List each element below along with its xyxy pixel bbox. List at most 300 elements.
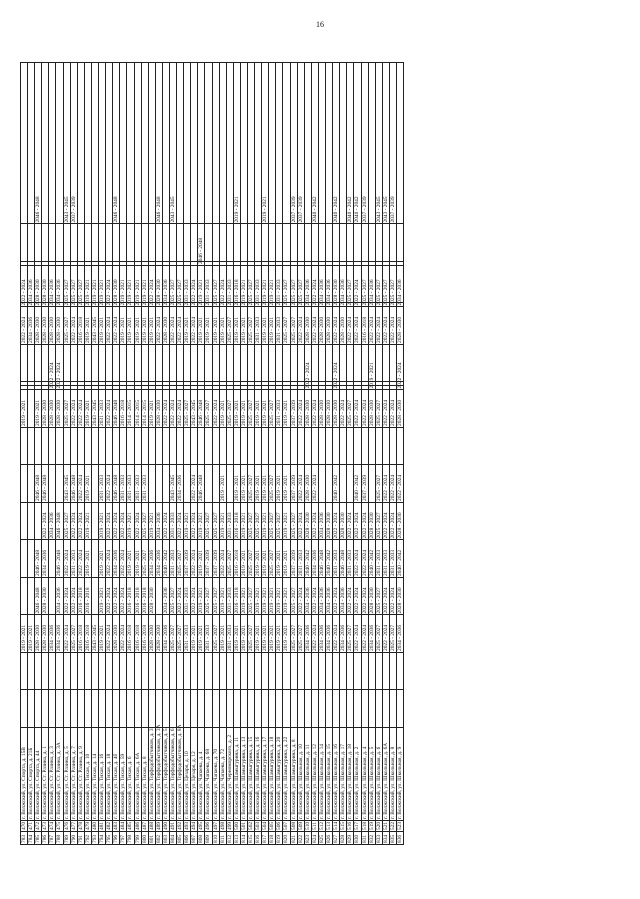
row-number: 786 (42, 832, 49, 845)
period-cell (42, 262, 49, 266)
period-cell (290, 224, 297, 262)
period-cell (21, 578, 28, 616)
period-cell: 2019 - 2021 (240, 503, 247, 541)
period-cell: 2046 - 2048 (340, 540, 347, 578)
period-cell (340, 382, 347, 386)
period-cell: 2025 - 2027 (375, 578, 382, 616)
period-cell (28, 386, 35, 390)
period-cell (35, 386, 42, 390)
period-cell: 2043 - 2045 (169, 63, 176, 225)
period-cell: 2019 - 2021 (120, 279, 127, 306)
period-cell (177, 653, 184, 691)
period-cell: 2034 - 2036 (177, 465, 184, 503)
table-row (77, 63, 84, 845)
row-number: 791 (77, 832, 84, 845)
period-cell (361, 224, 368, 262)
period-cell: 2019 - 2021 (240, 578, 247, 616)
period-cell: 2022 - 2024 (333, 362, 340, 389)
period-cell: 2022 - 2024 (311, 615, 318, 653)
period-cell: 2019 - 2021 (134, 307, 141, 345)
period-cell: 2034 - 2036 (318, 279, 325, 306)
period-cell (120, 653, 127, 691)
period-cell: 2028 - 2030 (396, 390, 403, 428)
table-row (326, 63, 333, 845)
period-cell: 2019 - 2021 (283, 615, 290, 653)
period-cell: 2016 - 2018 (77, 615, 84, 653)
building-number: 495 (198, 821, 205, 830)
table-row (63, 63, 70, 845)
period-cell: 2040 - 2042 (396, 540, 403, 578)
period-cell: 2037 - 2039 (361, 63, 368, 225)
period-cell: 2034 - 2036 (368, 279, 375, 306)
period-cell (262, 690, 269, 728)
period-cell: 2025 - 2027 (248, 279, 254, 306)
period-cell (162, 690, 169, 728)
period-cell (91, 386, 98, 390)
period-cell (21, 540, 28, 578)
period-cell (255, 63, 262, 225)
period-cell (162, 386, 169, 390)
table-row (177, 63, 184, 845)
period-cell (375, 345, 382, 383)
period-cell (389, 262, 396, 266)
period-cell (184, 63, 191, 225)
period-cell: 2034 - 2036 (155, 503, 162, 541)
period-cell (21, 465, 28, 503)
period-cell (198, 653, 205, 691)
building-number: 477 (70, 821, 77, 830)
period-cell (148, 386, 155, 390)
period-cell: 2025 - 2027 (269, 540, 276, 578)
period-cell (56, 63, 63, 225)
period-cell: 2022 - 2024 (297, 307, 304, 345)
row-number: 797 (120, 832, 127, 845)
table-row (91, 63, 98, 845)
period-cell (155, 428, 162, 466)
period-cell: 2019 - 2021 (127, 307, 134, 345)
table-row (375, 63, 382, 845)
period-cell (91, 262, 98, 266)
building-number: 508 (290, 821, 297, 830)
period-cell: 2025 - 2027 (226, 307, 233, 345)
table-row (382, 63, 389, 845)
period-cell (269, 262, 276, 266)
table-row (318, 63, 325, 845)
address-cell: г. Волжский, ул. Черноморского, д. 2 (226, 728, 233, 821)
address-cell: г. Волжский, ул. Тихая, д. 16 (99, 728, 106, 821)
period-cell: 2028 - 2030 (56, 307, 63, 345)
address-cell: г. Волжский, ул. Ст. Разина, д. 3 (49, 728, 56, 821)
period-cell (35, 503, 42, 541)
period-cell: 2031 - 2033 (141, 465, 148, 503)
table-row (389, 63, 396, 845)
period-cell: 2019 - 2021 (233, 63, 240, 225)
period-cell (255, 262, 262, 266)
period-cell: 2019 - 2021 (276, 578, 283, 616)
period-cell (318, 653, 325, 691)
period-cell: 2025 - 2027 (205, 578, 212, 616)
period-cell: 2016 - 2018 (134, 615, 141, 653)
period-cell: 2019 - 2021 (283, 465, 290, 503)
period-cell (191, 345, 198, 383)
period-cell: 2022 - 2024 (354, 540, 361, 578)
period-cell: 2022 - 2024 (106, 615, 113, 653)
address-cell: г. Волжский, ул. Школьная, д. 6 (375, 728, 382, 821)
period-cell (42, 690, 49, 728)
period-cell (233, 382, 240, 386)
period-cell: 2022 - 2024 (333, 307, 340, 345)
period-cell (396, 224, 403, 262)
row-number: 787 (49, 832, 56, 845)
row-number: 821 (290, 832, 297, 845)
period-cell: 2022 - 2024 (354, 503, 361, 541)
period-cell (127, 690, 134, 728)
building-number: 517 (354, 821, 361, 830)
address-cell: г. Волжский, ул. Тихая, д. 59 (120, 728, 127, 821)
period-cell (205, 224, 212, 262)
period-cell (212, 345, 219, 383)
period-cell (169, 345, 176, 383)
period-cell: 2031 - 2033 (297, 540, 304, 578)
address-cell: г. Волжский, ул. Ст. Разина, д. 1 (42, 728, 49, 821)
period-cell (91, 382, 98, 386)
period-cell: 2022 - 2024 (382, 578, 389, 616)
period-cell: 2019 - 2021 (148, 390, 155, 428)
period-cell: 2014 - 2015 (141, 390, 148, 428)
period-cell (304, 653, 311, 691)
period-cell (184, 386, 191, 390)
period-cell: 2034 - 2036 (56, 279, 63, 306)
building-number: 505 (269, 821, 276, 830)
period-cell (269, 690, 276, 728)
period-cell: 2022 - 2024 (70, 307, 77, 345)
period-cell: 2019 - 2021 (141, 307, 148, 345)
period-cell (318, 63, 325, 225)
period-cell (361, 262, 368, 266)
period-cell (198, 345, 205, 383)
period-cell (248, 262, 255, 266)
period-cell: 2019 - 2021 (205, 307, 212, 345)
row-number: 796 (113, 832, 120, 845)
period-cell: 2031 - 2033 (120, 465, 127, 503)
period-cell (219, 386, 226, 390)
period-cell (212, 653, 219, 691)
period-cell: 2025 - 2027 (283, 307, 290, 345)
period-cell (347, 382, 354, 386)
period-cell: 2034 - 2036 (340, 578, 347, 616)
period-cell (155, 262, 162, 266)
period-cell (262, 428, 269, 466)
period-cell (255, 690, 262, 728)
row-number: 792 (84, 832, 91, 845)
period-cell: 2025 - 2027 (212, 578, 219, 616)
address-cell: г. Волжский, ул. Школьная, д. 5 (368, 728, 375, 821)
period-cell: 2022 - 2024 (120, 540, 127, 578)
period-cell (177, 690, 184, 728)
period-cell: 2016 - 2018 (127, 578, 134, 616)
period-cell: 2022 - 2024 (191, 540, 198, 578)
period-cell (162, 465, 169, 503)
period-cell (77, 653, 84, 691)
table-row (21, 63, 28, 845)
period-cell (340, 345, 347, 383)
building-number: 491 (169, 821, 176, 830)
table-row (148, 63, 155, 845)
row-number: 802 (155, 832, 162, 845)
building-number: 480 (91, 821, 98, 830)
period-cell (169, 386, 176, 390)
row-number: 800 (141, 832, 148, 845)
period-cell (276, 345, 283, 383)
period-cell (134, 382, 141, 386)
period-cell (396, 690, 403, 728)
period-cell (77, 690, 84, 728)
period-cell (219, 690, 226, 728)
period-cell: 2031 - 2033 (226, 503, 233, 541)
period-cell (283, 345, 290, 383)
period-cell (375, 690, 382, 728)
period-cell (56, 653, 63, 691)
period-cell (35, 690, 42, 728)
period-cell (389, 386, 396, 390)
period-cell (233, 428, 240, 466)
period-cell: 2034 - 2036 (326, 578, 333, 616)
period-cell: 2019 - 2021 (219, 307, 226, 345)
period-cell: 2034 - 2036 (304, 578, 311, 616)
period-cell: 2025 - 2027 (269, 503, 276, 541)
period-cell: 2028 - 2030 (49, 390, 56, 428)
period-cell (318, 224, 325, 262)
period-cell: 2022 - 2024 (120, 615, 127, 653)
period-cell (141, 386, 148, 390)
period-cell: 2025 - 2027 (269, 465, 276, 503)
period-cell: 2019 - 2021 (84, 540, 91, 578)
period-cell (262, 386, 269, 390)
period-cell: 2043 - 2045 (191, 390, 198, 428)
period-cell (177, 224, 184, 262)
period-cell (148, 224, 155, 262)
period-cell (368, 63, 375, 225)
table-row (354, 63, 361, 845)
period-cell: 2034 - 2036 (28, 307, 35, 345)
period-cell (382, 690, 389, 728)
period-cell (347, 465, 354, 503)
period-cell (99, 428, 106, 466)
period-cell (120, 382, 127, 386)
period-cell: 2019 - 2021 (283, 390, 290, 428)
period-cell (226, 690, 233, 728)
period-cell: 2031 - 2033 (184, 279, 191, 306)
period-cell: 2022 - 2024 (70, 390, 77, 428)
period-cell: 2025 - 2027 (63, 390, 70, 428)
period-cell: 2028 - 2030 (318, 390, 325, 428)
table-row (297, 63, 304, 845)
building-number: 481 (99, 821, 106, 830)
period-cell (382, 386, 389, 390)
period-cell: 2019 - 2021 (21, 615, 28, 653)
period-cell (340, 63, 347, 225)
period-cell (35, 653, 42, 691)
period-cell (283, 63, 290, 225)
period-cell (340, 428, 347, 466)
building-number: 512 (318, 821, 325, 830)
period-cell: 2037 - 2039 (389, 63, 396, 225)
period-cell (276, 386, 283, 390)
period-cell (162, 345, 169, 383)
period-cell: 2040 - 2042 (333, 465, 340, 503)
period-cell: 2019 - 2021 (84, 307, 91, 345)
period-cell (127, 345, 134, 383)
address-cell: г. Волжский, ул. Школьная, д. 9 (396, 728, 403, 821)
period-cell (28, 578, 35, 616)
period-cell (49, 578, 56, 616)
row-number: 816 (255, 832, 262, 845)
period-cell (219, 382, 226, 386)
row-number: 835 (389, 832, 396, 845)
period-cell: 2028 - 2030 (42, 390, 49, 428)
row-number: 822 (297, 832, 304, 845)
period-cell: 2031 - 2033 (382, 540, 389, 578)
period-cell (148, 382, 155, 386)
period-cell (70, 345, 77, 383)
address-cell: г. Волжский, ул. Школьная, д. 10 (297, 728, 304, 821)
period-cell (240, 224, 247, 262)
period-cell (219, 345, 226, 383)
address-cell: г. Волжский, ул. Шамыгурина, д. 16 (255, 728, 262, 821)
period-cell: 2022 - 2024 (177, 578, 184, 616)
period-cell: 2028 - 2030 (113, 615, 120, 653)
period-cell (304, 224, 311, 262)
building-number: 492 (177, 821, 184, 830)
repair-schedule-table (20, 62, 404, 845)
period-cell (347, 690, 354, 728)
period-cell: 2019 - 2021 (212, 307, 219, 345)
period-cell (304, 63, 311, 225)
table-row (28, 63, 35, 845)
period-cell: 2025 - 2027 (141, 540, 148, 578)
period-cell: 2022 - 2024 (396, 362, 403, 389)
period-cell: 2025 - 2027 (248, 503, 255, 541)
period-cell: 2022 - 2024 (113, 307, 120, 345)
table-row (368, 63, 375, 845)
table-row (233, 63, 240, 845)
period-cell (297, 386, 304, 390)
period-cell (262, 224, 269, 262)
period-cell (70, 428, 77, 466)
period-cell (311, 224, 318, 262)
period-cell (198, 63, 205, 225)
building-number: 496 (205, 821, 212, 830)
period-cell (382, 262, 389, 266)
period-cell: 2022 - 2024 (177, 307, 184, 345)
period-cell: 2031 - 2033 (389, 540, 396, 578)
period-cell: 2034 - 2036 (162, 615, 169, 653)
period-cell: 2019 - 2021 (240, 390, 247, 428)
period-cell: 2025 - 2027 (212, 615, 219, 653)
period-cell: 2025 - 2027 (269, 390, 276, 428)
table-row (262, 63, 269, 845)
building-number: 504 (262, 821, 269, 830)
period-cell: 2046 - 2048 (113, 465, 120, 503)
period-cell: 2022 - 2024 (311, 307, 318, 345)
building-number: 509 (297, 821, 304, 830)
period-cell: 2019 - 2021 (127, 503, 134, 541)
period-cell (35, 345, 42, 383)
period-cell: 2031 - 2033 (99, 390, 106, 428)
period-cell: 2022 - 2024 (134, 503, 141, 541)
period-cell (226, 653, 233, 691)
period-cell: 2022 - 2024 (177, 390, 184, 428)
period-cell (318, 386, 325, 390)
period-cell (212, 386, 219, 390)
building-number: 514 (333, 821, 340, 830)
period-cell (99, 386, 106, 390)
period-cell (56, 428, 63, 466)
period-cell (219, 262, 226, 266)
period-cell (333, 428, 340, 466)
period-cell (113, 690, 120, 728)
row-number: 811 (219, 832, 226, 845)
period-cell: 2019 - 2021 (120, 307, 127, 345)
period-cell: 2022 - 2024 (106, 390, 113, 428)
address-cell: г. Волжский, ул. Школьная, д. 12 (311, 728, 318, 821)
period-cell (198, 386, 205, 390)
period-cell: 2022 - 2024 (177, 503, 184, 541)
period-cell (42, 63, 49, 225)
period-cell: 2034 - 2036 (340, 615, 347, 653)
period-cell: 2019 - 2021 (283, 578, 290, 616)
table-row (226, 63, 233, 845)
period-cell (63, 382, 70, 386)
address-cell: г. Волжский, ул. Школьная, д. 14 (318, 728, 325, 821)
row-number: 803 (162, 832, 169, 845)
period-cell: 2046 - 2048 (318, 540, 325, 578)
period-cell: 2022 - 2024 (340, 390, 347, 428)
period-cell (333, 224, 340, 262)
table-body (21, 63, 404, 845)
period-cell: 2019 - 2021 (255, 578, 262, 616)
period-cell (21, 690, 28, 728)
period-cell: 2046 - 2048 (35, 465, 42, 503)
period-cell (212, 382, 219, 386)
address-cell: г. Волжский, ул. Торфодобытчиков, д. 6 (169, 728, 176, 819)
row-number: 826 (326, 832, 333, 845)
row-number: 818 (269, 832, 276, 845)
building-number: 470 (21, 821, 27, 830)
period-cell (127, 63, 134, 225)
address-cell: г. Волжский, ул. Шамыгурина, д. 11 (233, 728, 240, 821)
period-cell: 2019 - 2021 (240, 465, 247, 503)
row-number: 815 (248, 832, 255, 845)
period-cell (127, 224, 134, 262)
period-cell (233, 690, 240, 728)
period-cell (290, 262, 297, 266)
row-number: 795 (106, 832, 113, 845)
period-cell: 2019 - 2021 (91, 279, 98, 306)
table-wrapper (20, 62, 620, 845)
period-cell: 2022 - 2024 (333, 578, 340, 616)
period-cell (219, 428, 226, 466)
period-cell: 2022 - 2024 (21, 307, 28, 345)
period-cell (198, 382, 205, 386)
period-cell: 2043 - 2045 (91, 307, 98, 345)
period-cell (276, 382, 283, 386)
period-cell (35, 382, 42, 386)
period-cell (233, 345, 240, 383)
period-cell (177, 262, 184, 266)
period-cell: 2016 - 2018 (361, 307, 368, 345)
period-cell: 2019 - 2021 (99, 540, 106, 578)
